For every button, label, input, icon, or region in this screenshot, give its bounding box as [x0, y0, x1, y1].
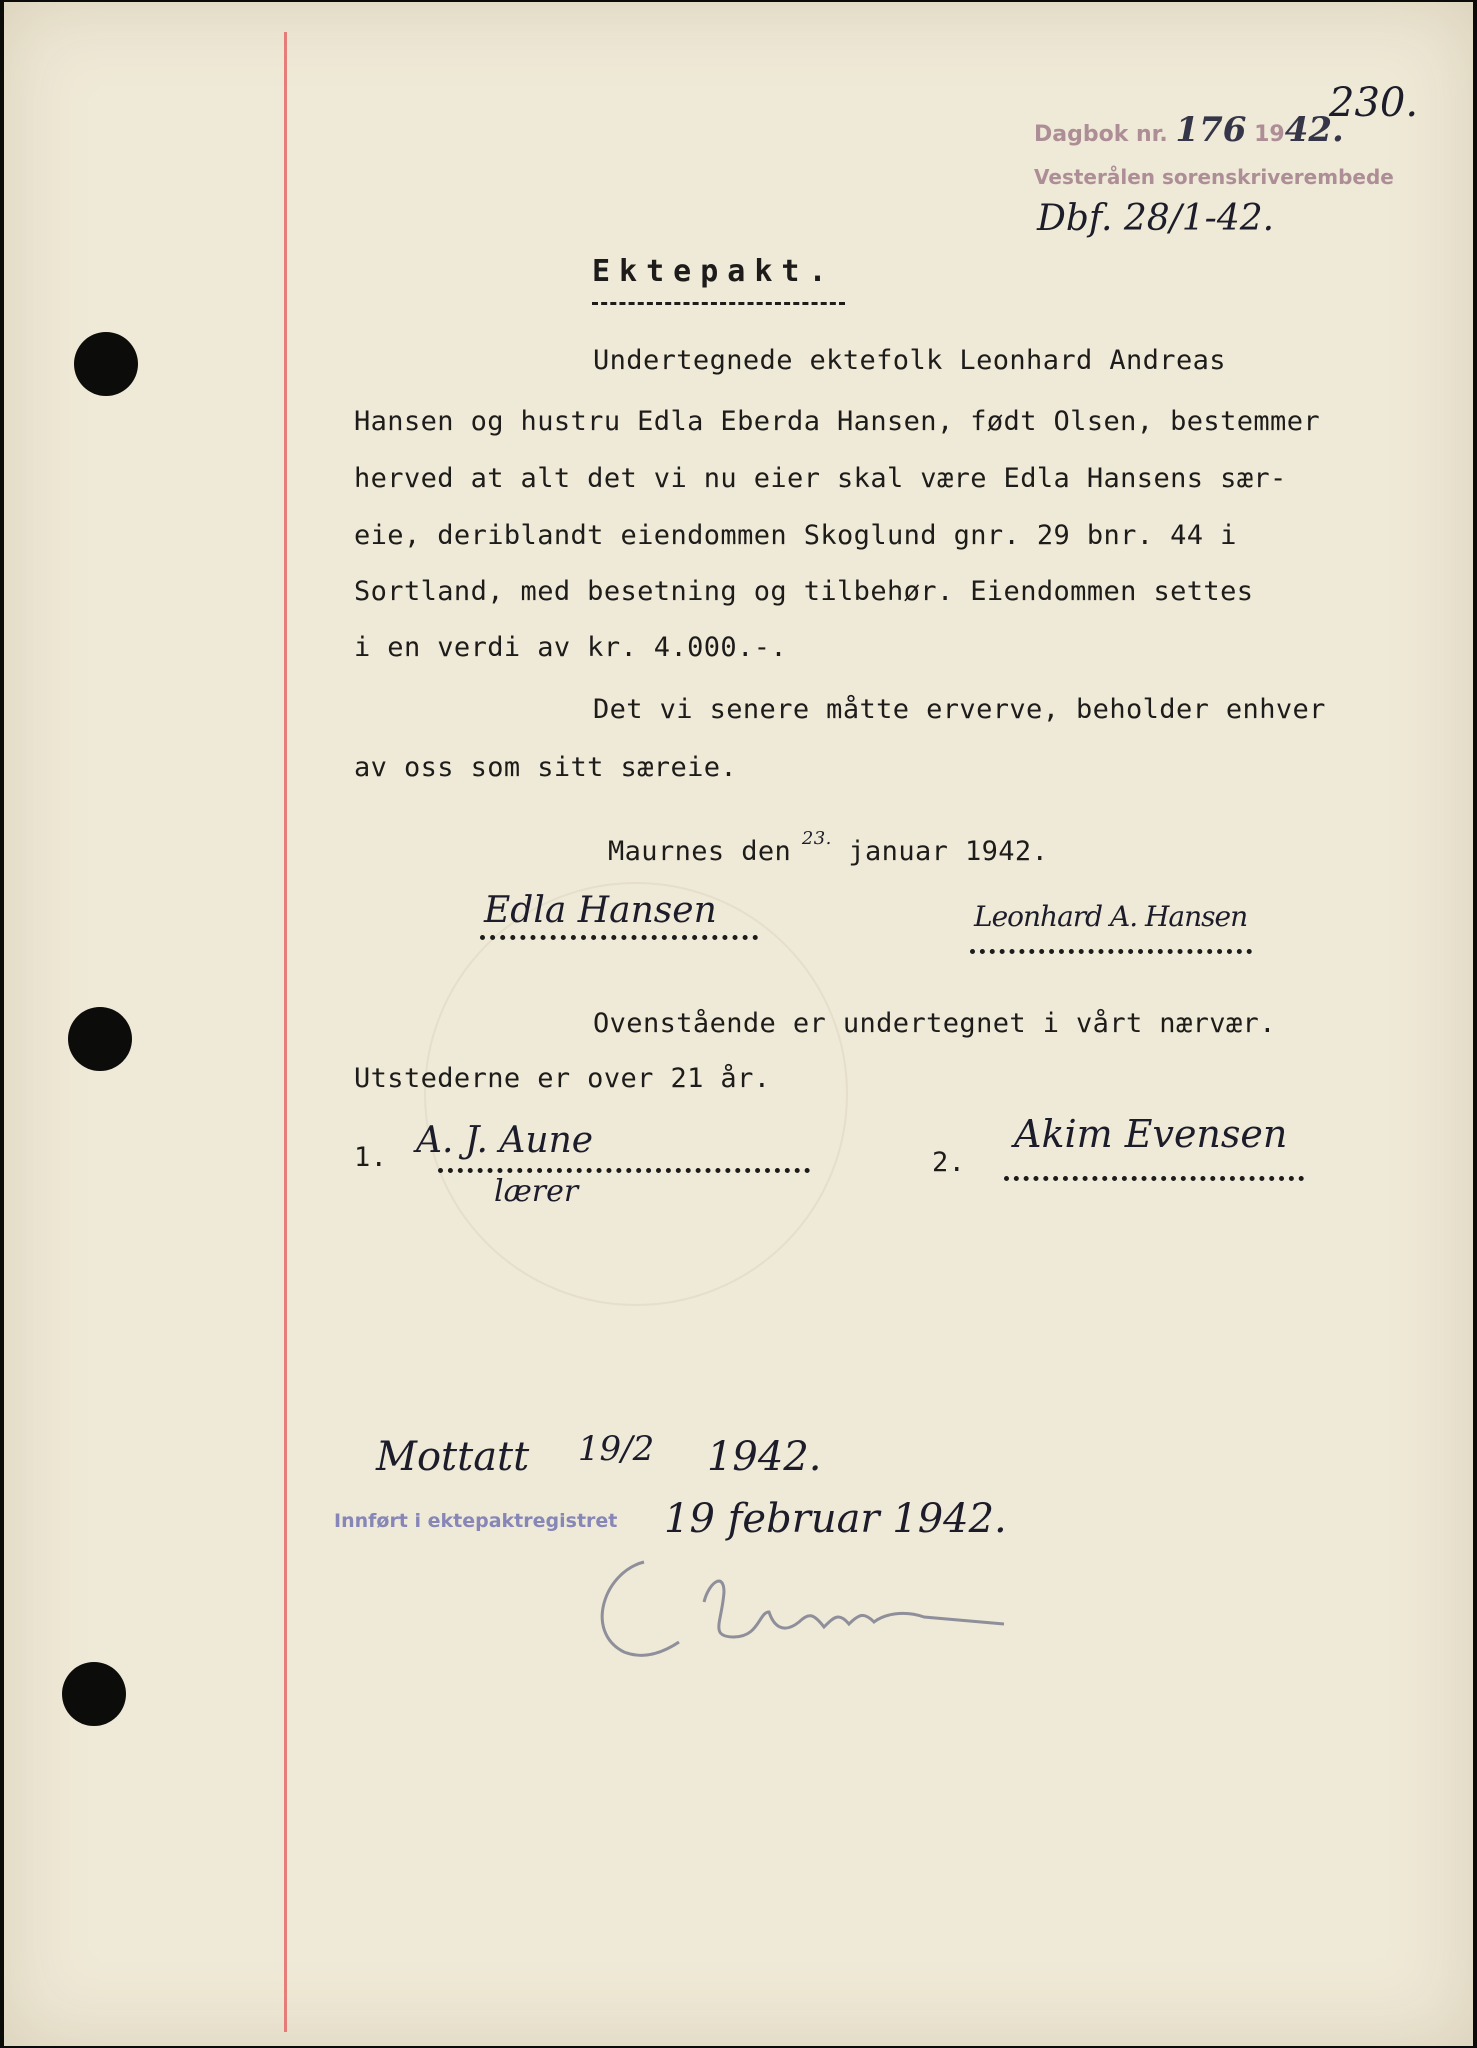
journal-number: 176 [1175, 110, 1247, 150]
date-place: Maurnes den [608, 836, 792, 867]
punch-hole-bottom [62, 1662, 126, 1726]
date-rest: januar 1942. [848, 836, 1049, 867]
punch-hole-top [74, 332, 138, 396]
received-label: Mottatt [376, 1434, 530, 1480]
witness-2-line [1004, 1176, 1304, 1181]
journal-year-prefix: 19 [1254, 122, 1285, 147]
witness-1-title: lærer [494, 1174, 579, 1209]
witness-1-signature: A. J. Aune [416, 1120, 594, 1161]
title-underline [592, 302, 845, 305]
body-line-8: av oss som sitt særeie. [354, 752, 738, 783]
document-title: Ektepakt. [592, 254, 836, 289]
document-page [4, 2, 1473, 2046]
body-line-4: eie, deriblandt eiendommen Skoglund gnr. 29 bnr. 44 i [354, 520, 1237, 551]
witness-number-1: 1. [354, 1142, 388, 1173]
received-date: 19/2 [577, 1429, 655, 1469]
body-line-5: Sortland, med besetning og tilbehør. Eiendommen settes [354, 576, 1254, 607]
registry-stamp: Innført i ektepaktregistret [334, 1510, 618, 1532]
registry-date: 19 februar 1942. [664, 1496, 1007, 1542]
signature-edla-hansen: Edla Hansen [484, 890, 717, 931]
body-line-2: Hansen og hustru Edla Eberda Hansen, født Olsen, bestemmer [354, 406, 1321, 437]
body-line-6: i en verdi av kr. 4.000.-. [354, 632, 788, 663]
court-office-stamp: Vesterålen sorenskriverembede [1034, 165, 1394, 189]
registrar-signature [584, 1542, 1024, 1672]
journal-stamp-label: Dagbok nr. [1034, 122, 1168, 147]
witness-1-line [438, 1168, 810, 1173]
signature-leonhard-hansen: Leonhard A. Hansen [974, 900, 1248, 933]
date-line [608, 828, 1049, 867]
body-line-7: Det vi senere måtte erverve, beholder enhver [593, 694, 1326, 725]
body-line-3: herved at alt det vi nu eier skal være Edla Hansens sær- [354, 463, 1287, 494]
red-margin-line [284, 32, 287, 2032]
received-note [376, 1429, 822, 1480]
journal-stamp-line1 [1034, 110, 1344, 150]
received-year: 1942. [706, 1434, 822, 1480]
witness-2-signature: Akim Evensen [1014, 1112, 1288, 1156]
journal-year: 42. [1284, 110, 1344, 150]
reference-note: Dbf. 28/1-42. [1037, 198, 1275, 239]
date-day: 23. [801, 828, 832, 849]
witness-age-statement: Utstederne er over 21 år. [354, 1063, 771, 1094]
punch-hole-middle [68, 1007, 132, 1071]
page-number: 230. [1329, 80, 1419, 126]
paper-watermark [424, 882, 848, 1306]
witness-number-2: 2. [932, 1147, 966, 1178]
body-line-1: Undertegnede ektefolk Leonhard Andreas [593, 345, 1226, 376]
signature-line-right [970, 949, 1252, 954]
witness-statement: Ovenstående er undertegnet i vårt nærvær. [593, 1008, 1276, 1039]
signature-line-left [480, 935, 758, 940]
